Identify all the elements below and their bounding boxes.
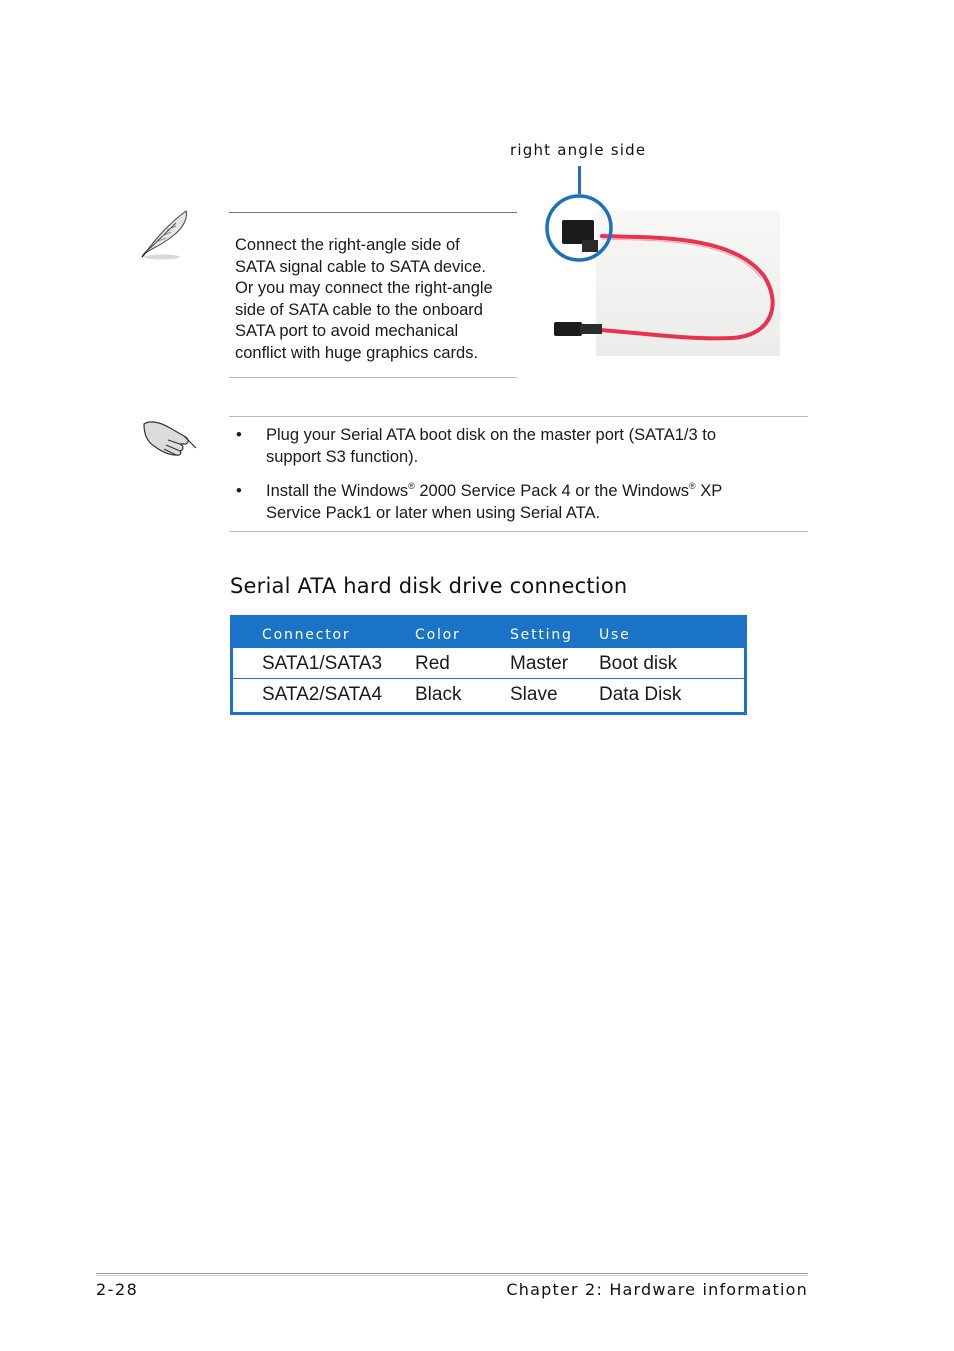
note-top-rule (229, 212, 517, 213)
column-header: Color (415, 626, 461, 643)
sata-connection-table (230, 615, 747, 715)
note-line: Or you may connect the right-angle (235, 279, 493, 298)
chapter-title: Chapter 2: Hardware information (506, 1280, 808, 1299)
table-cell: Boot disk (599, 653, 678, 674)
note-bottom-rule (229, 377, 517, 378)
text-run: Install the Windows (266, 482, 409, 500)
note-line: conflict with huge graphics cards. (235, 343, 479, 362)
note-line: Connect the right-angle side of (235, 236, 460, 254)
section-heading: Serial ATA hard disk drive connection (230, 574, 628, 598)
important-list (236, 424, 796, 536)
column-header: Connector (262, 626, 351, 643)
important-bottom-rule (229, 531, 808, 532)
column-header: Setting (510, 626, 573, 643)
registered-mark: ® (408, 481, 415, 491)
table-cell: Black (415, 679, 510, 710)
table-cell: Red (415, 653, 450, 674)
list-item-line: Service Pack1 or later when using Serial ATA. (266, 504, 601, 522)
list-item (236, 480, 796, 524)
registered-mark: ® (689, 481, 696, 491)
list-item-line: support S3 function). (266, 448, 419, 466)
column-header: Use (599, 626, 631, 643)
important-top-rule (229, 416, 808, 417)
note-text (235, 235, 525, 365)
bullet-icon: • (236, 426, 242, 444)
table-cell: SATA2/SATA4 (233, 679, 415, 710)
page-number: 2-28 (96, 1280, 139, 1299)
feather-pen-icon (138, 205, 194, 263)
list-item-line (266, 480, 796, 502)
sata-cable-photo (542, 186, 780, 358)
table-cell: Slave (510, 679, 599, 710)
callout-label: right angle side (510, 141, 647, 159)
text-run: 2000 Service Pack 4 or the Windows (414, 482, 690, 500)
pointing-hand-icon (140, 414, 198, 458)
note-line: SATA signal cable to SATA device. (235, 257, 486, 276)
text-run: XP (695, 482, 723, 500)
list-item (236, 424, 796, 468)
bullet-icon: • (236, 482, 242, 500)
footer-rule (96, 1275, 808, 1276)
note-line: side of SATA cable to the onboard (235, 300, 483, 319)
table-header-row (233, 615, 744, 648)
table-cell: SATA1/SATA3 (262, 653, 383, 674)
table-cell: Master (510, 653, 569, 674)
list-item-line: Plug your Serial ATA boot disk on the master port (SATA1/3 to (266, 426, 716, 444)
note-line: SATA port to avoid mechanical (235, 322, 459, 341)
table-row (233, 679, 744, 710)
table-row (233, 648, 744, 679)
footer-rule (96, 1273, 808, 1274)
table-cell: Data Disk (599, 679, 744, 710)
